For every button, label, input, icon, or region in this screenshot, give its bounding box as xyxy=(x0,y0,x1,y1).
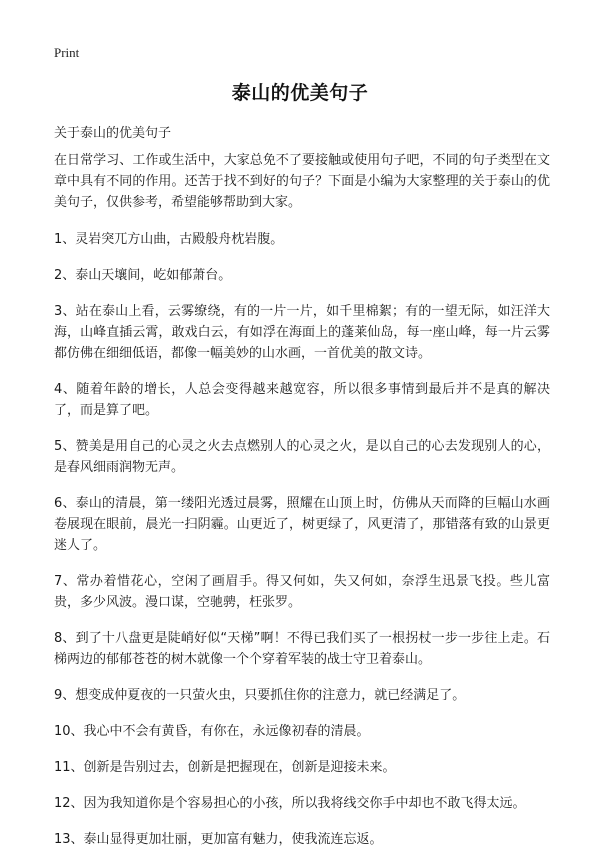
sentence-item: 13、泰山显得更加壮丽，更加富有魅力，使我流连忘返。 xyxy=(54,832,383,847)
sentence-item: 1、灵岩突兀方山曲，古殿般舟枕岩腹。 xyxy=(54,232,284,247)
sentence-item: 6、泰山的清晨，第一缕阳光透过晨雾，照耀在山顶上时，仿佛从天而降的巨幅山水画卷展现在眼前，晨光一扫阴霾。山更近了，树更绿了，风更清了，那错落有致的山景更迷人了。 xyxy=(54,496,550,553)
sentence-item: 11、创新是告别过去，创新是把握现在，创新是迎接未来。 xyxy=(54,760,396,775)
page-title: 泰山的优美句子 xyxy=(231,82,369,104)
sentence-item: 9、想变成仲夏夜的一只萤火虫，只要抓住你的注意力，就已经满足了。 xyxy=(54,688,466,703)
sentence-item: 3、站在泰山上看，云雾缭绕，有的一片一片，如千里棉絮；有的一望无际，如汪洋大海，山峰直插云霄，敢戏白云，有如浮在海面上的蓬莱仙岛，每一座山峰，每一片云雾都仿佛在细细低语，都像一幅美妙的山水画，一首优美的散文诗。 xyxy=(54,304,550,361)
sentence-item: 2、泰山天壤间，屹如郁萧台。 xyxy=(54,268,232,283)
sentence-item: 4、随着年龄的增长，人总会变得越来越宽容，所以很多事情到最后并不是真的解决了，而是算了吧。 xyxy=(54,382,550,418)
sentence-item: 12、因为我知道你是个容易担心的小孩，所以我将线交你手中却也不敢飞得太远。 xyxy=(54,796,526,811)
article-body xyxy=(54,150,550,865)
sentence-item: 5、赞美是用自己的心灵之火去点燃别人的心灵之火，是以自己的心去发现别人的心，是春风细雨润物无声。 xyxy=(54,439,550,475)
intro-paragraph: 在日常学习、工作或生活中，大家总免不了要接触或使用句子吧，不同的句子类型在文章中具有不同的作用。还苦于找不到好的句子？下面是小编为大家整理的关于泰山的优美句子，仅供参考，希望能够帮助到大家。 xyxy=(54,153,550,210)
print-link[interactable]: Print xyxy=(54,45,80,60)
sentence-item: 10、我心中不会有黄昏，有你在，永远像初春的清晨。 xyxy=(54,724,370,739)
sentence-item: 7、常办着惜花心，空闲了画眉手。得又何如，失又何如，奈浮生迅景飞投。些儿富贵，多少风波。漫口谋，空驰骋，枉张罗。 xyxy=(54,574,550,610)
sentence-item: 8、到了十八盘更是陡峭好似“天梯”啊！不得已我们买了一根拐杖一步一步往上走。石梯两边的郁郁苍苍的树木就像一个个穿着军装的战士守卫着泰山。 xyxy=(54,631,550,667)
article-subtitle: 关于泰山的优美句子 xyxy=(54,126,172,141)
